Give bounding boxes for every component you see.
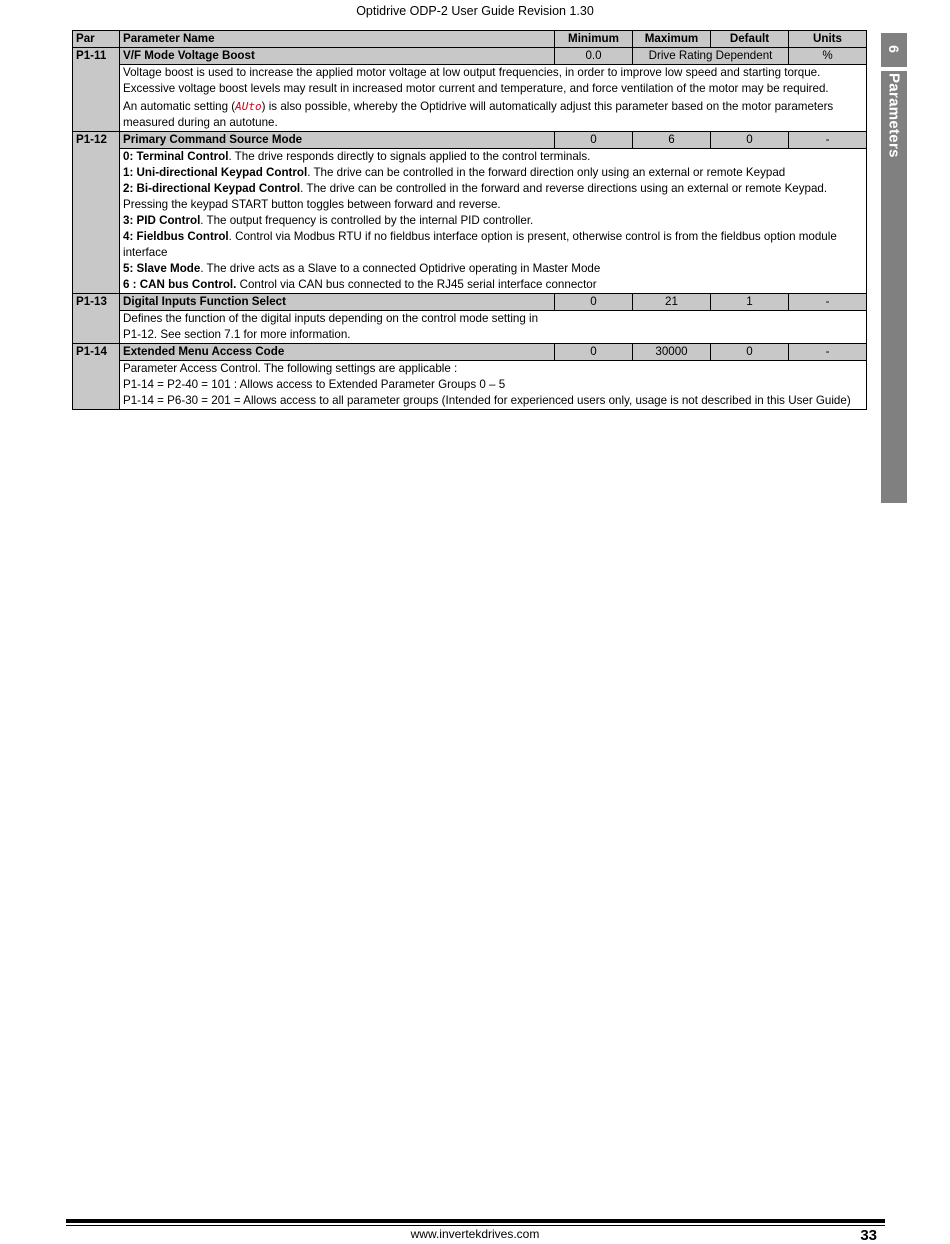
table-row: [73, 344, 867, 361]
param-id: P1-12: [73, 132, 120, 294]
option-text: . The drive acts as a Slave to a connected Optidrive operating in Master Mode: [200, 262, 601, 275]
table-row: [73, 361, 867, 410]
param-description: [120, 65, 867, 132]
list-item: [123, 165, 863, 181]
column-header-units: Units: [789, 31, 867, 48]
table-row: [73, 132, 867, 149]
param-maximum: 21: [633, 294, 711, 311]
column-header-maximum: Maximum: [633, 31, 711, 48]
description-text: ) is also possible, whereby the Optidrive will automatically adjust this parameter based on the motor parameters measured during an autotune.: [123, 100, 834, 129]
description-paragraph: P1-14 = P2-40 = 101 : Allows access to Extended Parameter Groups 0 – 5: [123, 378, 506, 391]
param-minimum: 0.0: [555, 48, 633, 65]
description-paragraph: Voltage boost is used to increase the applied motor voltage at low output frequencies, in order to improve low speed and starting torque. Excessive voltage boost levels may result in increased motor current and temperature, and force ventilation of the motor may be required.: [123, 66, 829, 95]
param-maximum-default: Drive Rating Dependent: [633, 48, 789, 65]
option-label: 0: Terminal Control: [123, 150, 229, 163]
parameter-table: [72, 30, 867, 410]
column-header-par: Par: [73, 31, 120, 48]
description-text: An automatic setting (: [123, 100, 236, 113]
option-text: . Control via Modbus RTU if no fieldbus interface option is present, otherwise control is from the fieldbus option module interface: [123, 230, 837, 259]
param-name: V/F Mode Voltage Boost: [120, 48, 555, 65]
column-header-default: Default: [711, 31, 789, 48]
table-row: [73, 65, 867, 132]
table-row: [73, 294, 867, 311]
table-row: [73, 48, 867, 65]
param-id: P1-14: [73, 344, 120, 410]
param-units: -: [789, 344, 867, 361]
param-minimum: 0: [555, 344, 633, 361]
list-item: [123, 229, 863, 261]
list-item: [123, 149, 863, 165]
section-side-tab: [881, 33, 907, 503]
list-item: [123, 181, 863, 213]
param-name: Primary Command Source Mode: [120, 132, 555, 149]
description-paragraph: Parameter Access Control. The following settings are applicable :: [123, 362, 458, 375]
list-item: [123, 213, 863, 229]
param-name: Extended Menu Access Code: [120, 344, 555, 361]
description-paragraph: P1-14 = P6-30 = 201 = Allows access to all parameter groups (Intended for experienced users only, usage is not described in this User Guide): [123, 394, 851, 407]
param-minimum: 0: [555, 132, 633, 149]
option-label: 4: Fieldbus Control: [123, 230, 229, 243]
option-text: Control via CAN bus connected to the RJ45 serial interface connector: [236, 278, 597, 291]
param-description: [120, 361, 867, 410]
param-default: 0: [711, 132, 789, 149]
option-text: . The drive can be controlled in the forward direction only using an external or remote Keypad: [307, 166, 786, 179]
option-text: . The output frequency is controlled by the internal PID controller.: [200, 214, 534, 227]
param-maximum: 30000: [633, 344, 711, 361]
page-header-title: Optidrive ODP-2 User Guide Revision 1.30: [356, 4, 594, 18]
param-id: P1-13: [73, 294, 120, 344]
param-id: P1-11: [73, 48, 120, 132]
auto-display-text: AUto: [235, 100, 262, 113]
column-header-name: Parameter Name: [120, 31, 555, 48]
param-default: 0: [711, 344, 789, 361]
table-header-row: [73, 31, 867, 48]
param-description: [120, 311, 867, 344]
section-number: 6: [886, 45, 902, 53]
param-maximum: 6: [633, 132, 711, 149]
option-label: 5: Slave Mode: [123, 262, 201, 275]
list-item: [123, 261, 863, 277]
param-units: %: [789, 48, 867, 65]
footer-rule-thick: [66, 1219, 885, 1223]
param-units: -: [789, 294, 867, 311]
description-paragraph: P1-12. See section 7.1 for more information.: [123, 328, 351, 341]
param-name: Digital Inputs Function Select: [120, 294, 555, 311]
description-paragraph: [123, 99, 863, 131]
footer-url: www.invertekdrives.com: [410, 1227, 540, 1241]
list-item: [123, 277, 863, 293]
param-minimum: 0: [555, 294, 633, 311]
column-header-minimum: Minimum: [555, 31, 633, 48]
param-default: 1: [711, 294, 789, 311]
param-description: [120, 149, 867, 294]
option-label: 1: Uni-directional Keypad Control: [123, 166, 308, 179]
description-paragraph: Defines the function of the digital inputs depending on the control mode setting in: [123, 312, 539, 325]
table-row: [73, 149, 867, 294]
footer-rule-thin: [66, 1225, 885, 1226]
option-label: 6 : CAN bus Control.: [123, 278, 237, 291]
param-units: -: [789, 132, 867, 149]
side-tab-divider: [881, 67, 907, 71]
table-row: [73, 311, 867, 344]
option-label: 2: Bi-directional Keypad Control: [123, 182, 301, 195]
section-label: Parameters: [885, 73, 903, 158]
option-text: . The drive responds directly to signals applied to the control terminals.: [228, 150, 591, 163]
page-number: 33: [860, 1227, 877, 1244]
option-label: 3: PID Control: [123, 214, 201, 227]
option-text: . The drive can be controlled in the forward and reverse directions using an external or remote Keypad. Pressing the keypad START button toggles between forward and reverse.: [123, 182, 828, 211]
